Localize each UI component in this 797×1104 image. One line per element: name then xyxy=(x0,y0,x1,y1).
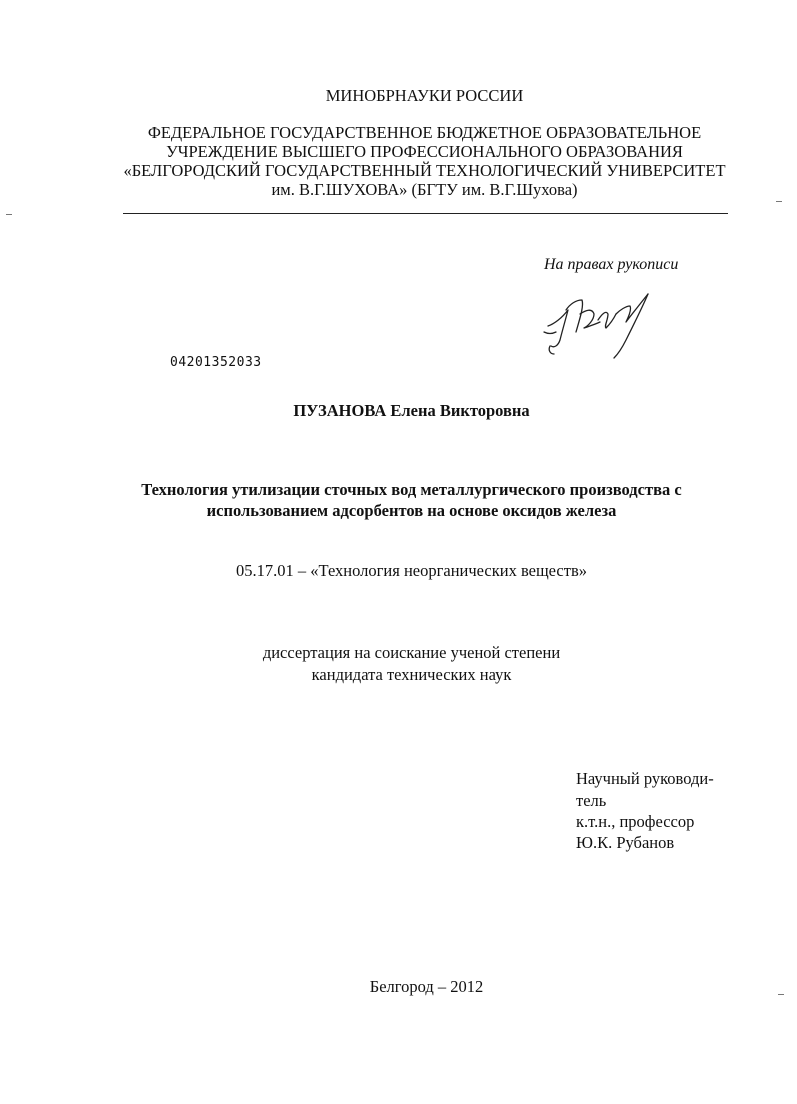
dissertation-title-line-1: Технология утилизации сточных вод металлургического производства с xyxy=(141,480,682,499)
degree-line-2: кандидата технических наук xyxy=(311,665,512,684)
scan-mark xyxy=(776,201,782,202)
scan-mark xyxy=(778,994,784,995)
supervisor-line-2: тель xyxy=(576,791,607,810)
author-name: ПУЗАНОВА Елена Викторовна xyxy=(293,401,530,420)
organization-line-4: им. В.Г.ШУХОВА» (БГТУ им. В.Г.Шухова) xyxy=(271,180,578,199)
supervisor-line-3: к.т.н., профессор xyxy=(576,812,695,831)
degree-line-1: диссертация на соискание ученой степени xyxy=(262,643,561,662)
city-year: Белгород – 2012 xyxy=(369,977,484,996)
header-divider xyxy=(123,213,728,214)
supervisor-line-1: Научный руководи- xyxy=(576,769,714,788)
organization-line-3: «БЕЛГОРОДСКИЙ ГОСУДАРСТВЕННЫЙ ТЕХНОЛОГИЧЕСКИЙ УНИВЕРСИТЕТ xyxy=(123,161,726,180)
catalog-code: 04201352033 xyxy=(170,355,262,370)
handwritten-signature xyxy=(536,284,666,364)
ministry-heading: МИНОБРНАУКИ РОССИИ xyxy=(325,86,524,105)
specialty-code: 05.17.01 – «Технология неорганических веществ» xyxy=(236,561,587,580)
organization-line-1: ФЕДЕРАЛЬНОЕ ГОСУДАРСТВЕННОЕ БЮДЖЕТНОЕ ОБРАЗОВАТЕЛЬНОЕ xyxy=(147,123,702,142)
manuscript-note: На правах рукописи xyxy=(544,256,679,273)
supervisor-line-4: Ю.К. Рубанов xyxy=(576,833,675,852)
scan-mark xyxy=(6,214,12,215)
dissertation-title-line-2: использованием адсорбентов на основе оксидов железа xyxy=(206,501,617,520)
organization-line-2: УЧРЕЖДЕНИЕ ВЫСШЕГО ПРОФЕССИОНАЛЬНОГО ОБРАЗОВАНИЯ xyxy=(166,142,683,161)
